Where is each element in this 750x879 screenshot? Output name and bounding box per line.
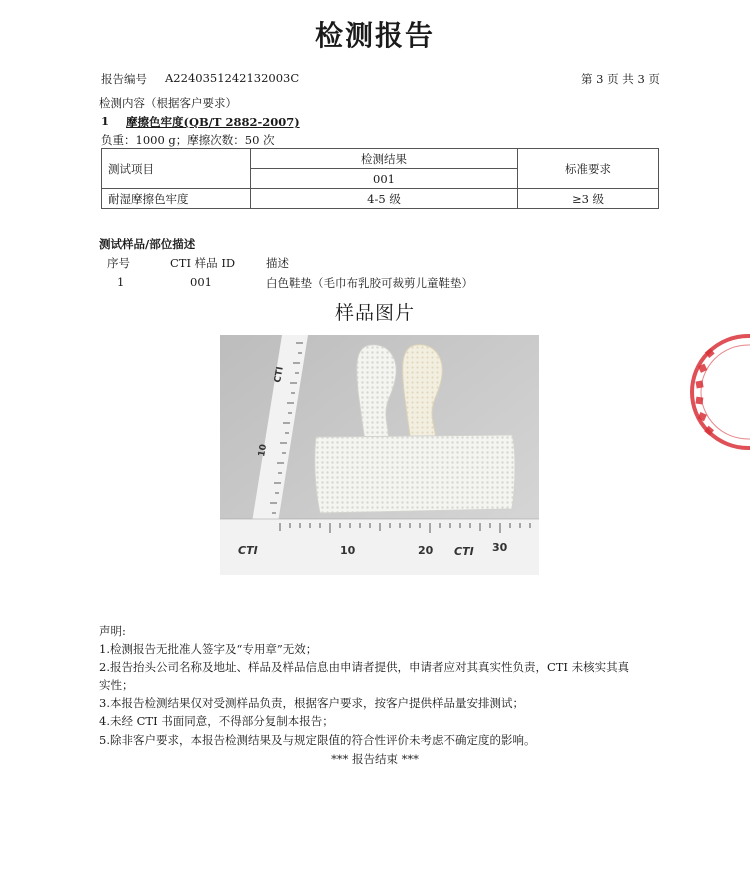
table-row — [102, 189, 659, 209]
towel-sample — [315, 435, 515, 513]
photo-caption: 样品图片 — [334, 302, 415, 324]
statement-line: 5.除非客户要求，本报告检测结果及与规定限值的符合性评价未考虑不确定度的影响。 — [99, 733, 536, 747]
horizontal-ruler — [220, 519, 539, 575]
statement-line: 1.检测报告无批准人签字及“专用章”无效； — [99, 642, 318, 656]
ruler-label: 10 — [257, 443, 270, 458]
report-number: A2240351242132003C — [165, 71, 300, 85]
report-end-mark: *** 报告结束 *** — [331, 752, 419, 766]
page-info: 第 3 页 共 3 页 — [581, 72, 660, 86]
ruler-label: CTI — [273, 365, 286, 384]
company-seal — [686, 332, 750, 452]
sample-col-id: CTI 样品 ID — [170, 256, 236, 270]
sample-col-desc: 描述 — [266, 256, 289, 270]
sample-row-desc: 白色鞋垫（毛巾布乳胶可裁剪儿童鞋垫） — [266, 276, 473, 290]
result-table — [101, 148, 659, 209]
col-sample-id: 001 — [251, 169, 518, 189]
ruler-label: 20 — [418, 544, 434, 557]
statement-line: 2.报告抬头公司名称及地址、样品及样品信息由申请者提供，申请者应对其真实性负责，CTI 未核实其真 — [99, 660, 630, 674]
test-item-number: 1 — [101, 114, 110, 128]
sample-row-no: 1 — [117, 275, 125, 289]
row-test-result: 4-5 级 — [251, 189, 518, 209]
ruler-label: CTI — [454, 545, 474, 558]
test-item-name: 摩擦色牢度(QB/T 2882-2007) — [126, 115, 300, 129]
col-standard: 标准要求 — [518, 149, 659, 189]
sample-row-id: 001 — [190, 275, 212, 289]
sample-col-no: 序号 — [107, 256, 130, 270]
col-test-result: 检测结果 — [251, 149, 518, 169]
test-condition: 负重：1000 g；摩擦次数：50 次 — [101, 133, 275, 147]
ruler-label: 10 — [340, 544, 356, 557]
sample-section-heading: 测试样品/部位描述 — [99, 237, 196, 251]
ruler-label: 30 — [492, 541, 508, 554]
statement-line: 实性； — [99, 678, 134, 692]
report-title: 检测报告 — [314, 19, 435, 52]
statement-line: 3.本报告检测结果仅对受测样品负责，根据客户要求，按客户提供样品量安排测试； — [99, 696, 524, 710]
ruler-label: CTI — [238, 544, 258, 557]
table-header-row — [102, 149, 659, 169]
col-test-item: 测试项目 — [102, 149, 251, 189]
statement-line: 4.未经 CTI 书面同意，不得部分复制本报告； — [99, 714, 334, 728]
row-standard: ≥3 级 — [518, 189, 659, 209]
report-number-label: 报告编号 — [101, 72, 147, 86]
statement-heading: 声明: — [99, 624, 126, 638]
row-test-item: 耐湿摩擦色牢度 — [102, 189, 251, 209]
test-scope: 检测内容（根据客户要求） — [99, 96, 237, 110]
sample-photo — [220, 335, 539, 575]
